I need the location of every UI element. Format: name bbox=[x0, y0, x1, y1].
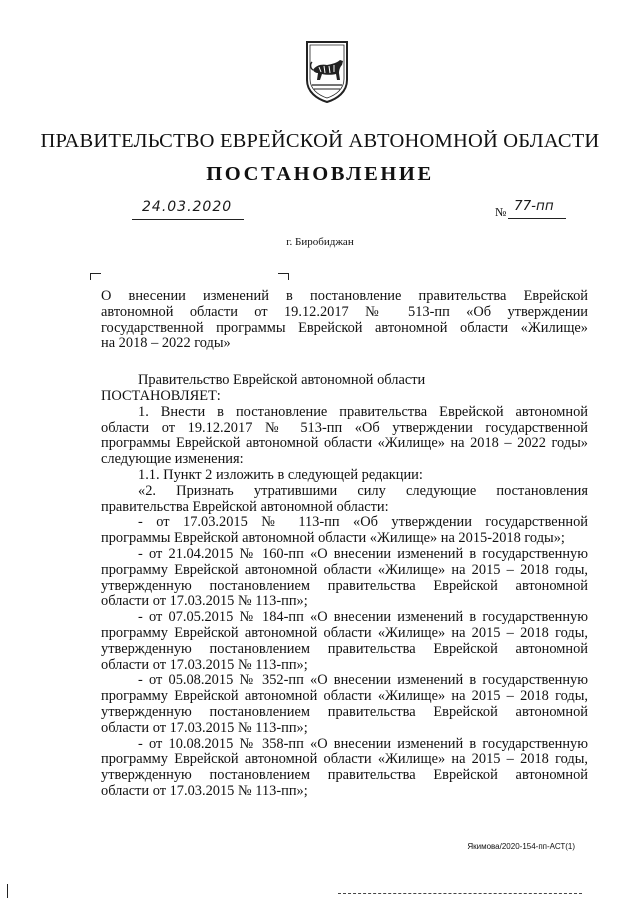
body-line: - от 10.08.2015 № 358-пп «О внесении изменений в государственную bbox=[138, 735, 588, 752]
subject-corner-right bbox=[278, 273, 289, 280]
body-line: утвержденную постановлением правительства Еврейской автономной bbox=[101, 640, 588, 657]
subject-line: автономной области от 19.12.2017 № 513-пп «Об утверждении bbox=[101, 303, 588, 320]
body-line: 1. Внести в постановление правительства Еврейской автономной bbox=[138, 403, 588, 420]
city-name: г. Биробиджан bbox=[286, 236, 354, 248]
body-line: области от 17.03.2015 № 113-пп»; bbox=[101, 593, 308, 610]
paragraph-gap bbox=[101, 352, 588, 373]
body-line: следующие изменения: bbox=[101, 451, 244, 468]
body-line: области от 17.03.2015 № 113-пп»; bbox=[101, 656, 308, 673]
document-type-title: ПОСТАНОВЛЕНИЕ bbox=[206, 163, 434, 185]
document-body bbox=[101, 289, 588, 800]
body-line: - от 07.05.2015 № 184-пп «О внесении изменений в государственную bbox=[138, 609, 588, 626]
body-line: области от 19.12.2017 № 513-пп «Об утверждении государственной bbox=[101, 419, 588, 436]
subject-corner-left bbox=[90, 273, 101, 280]
body-line: программы Еврейской автономной области «Жилище» на 2018 – 2022 годы» bbox=[101, 435, 588, 452]
body-line: программы Еврейской автономной области «Жилище» на 2015-2018 годы»; bbox=[101, 530, 565, 547]
body-line: - от 21.04.2015 № 160-пп «О внесении изменений в государственную bbox=[138, 545, 588, 562]
preamble-line: Правительство Еврейской автономной области bbox=[138, 372, 426, 389]
body-line: утвержденную постановлением правительства Еврейской автономной bbox=[101, 767, 588, 784]
body-line: правительства Еврейской автономной области: bbox=[101, 498, 389, 515]
body-line: программу Еврейской автономной области «Жилище» на 2015 – 2018 годы, bbox=[101, 688, 588, 705]
number-label: № bbox=[495, 205, 507, 219]
body-line: утвержденную постановлением правительства Еврейской автономной bbox=[101, 703, 588, 720]
preamble-decree: ПОСТАНОВЛЯЕТ: bbox=[101, 387, 221, 404]
subject-line: государственной программы Еврейской автономной области «Жилище» bbox=[101, 319, 588, 336]
body-line: программу Еврейской автономной области «Жилище» на 2015 – 2018 годы, bbox=[101, 561, 588, 578]
footer-document-code: Якимова/2020-154-пп-АСТ(1) bbox=[467, 842, 575, 851]
subject-line: на 2018 – 2022 годы» bbox=[101, 335, 231, 352]
coat-of-arms-icon bbox=[304, 40, 350, 104]
decree-number: 77-пп bbox=[514, 198, 554, 214]
decree-date: 24.03.2020 bbox=[142, 199, 233, 215]
scan-margin-mark bbox=[7, 884, 8, 898]
date-underline bbox=[132, 219, 244, 220]
body-line: области от 17.03.2015 № 113-пп»; bbox=[101, 719, 308, 736]
body-line: 1.1. Пункт 2 изложить в следующей редакции: bbox=[138, 466, 423, 483]
body-line: - от 17.03.2015 № 113-пп «Об утверждении государственной bbox=[138, 514, 588, 531]
body-line: программу Еврейской автономной области «Жилище» на 2015 – 2018 годы, bbox=[101, 751, 588, 768]
body-line: утвержденную постановлением правительства Еврейской автономной bbox=[101, 577, 588, 594]
government-title: ПРАВИТЕЛЬСТВО ЕВРЕЙСКОЙ АВТОНОМНОЙ ОБЛАСТИ bbox=[40, 130, 600, 152]
number-underline bbox=[508, 218, 566, 219]
body-line: «2. Признать утратившими силу следующие постановления bbox=[138, 482, 588, 499]
body-line: - от 05.08.2015 № 352-пп «О внесении изменений в государственную bbox=[138, 672, 588, 689]
subject-line: О внесении изменений в постановление правительства Еврейской bbox=[101, 288, 588, 304]
body-line: программу Еврейской автономной области «Жилище» на 2015 – 2018 годы, bbox=[101, 624, 588, 641]
body-line: области от 17.03.2015 № 113-пп»; bbox=[101, 782, 308, 799]
scan-bottom-edge bbox=[338, 893, 582, 894]
